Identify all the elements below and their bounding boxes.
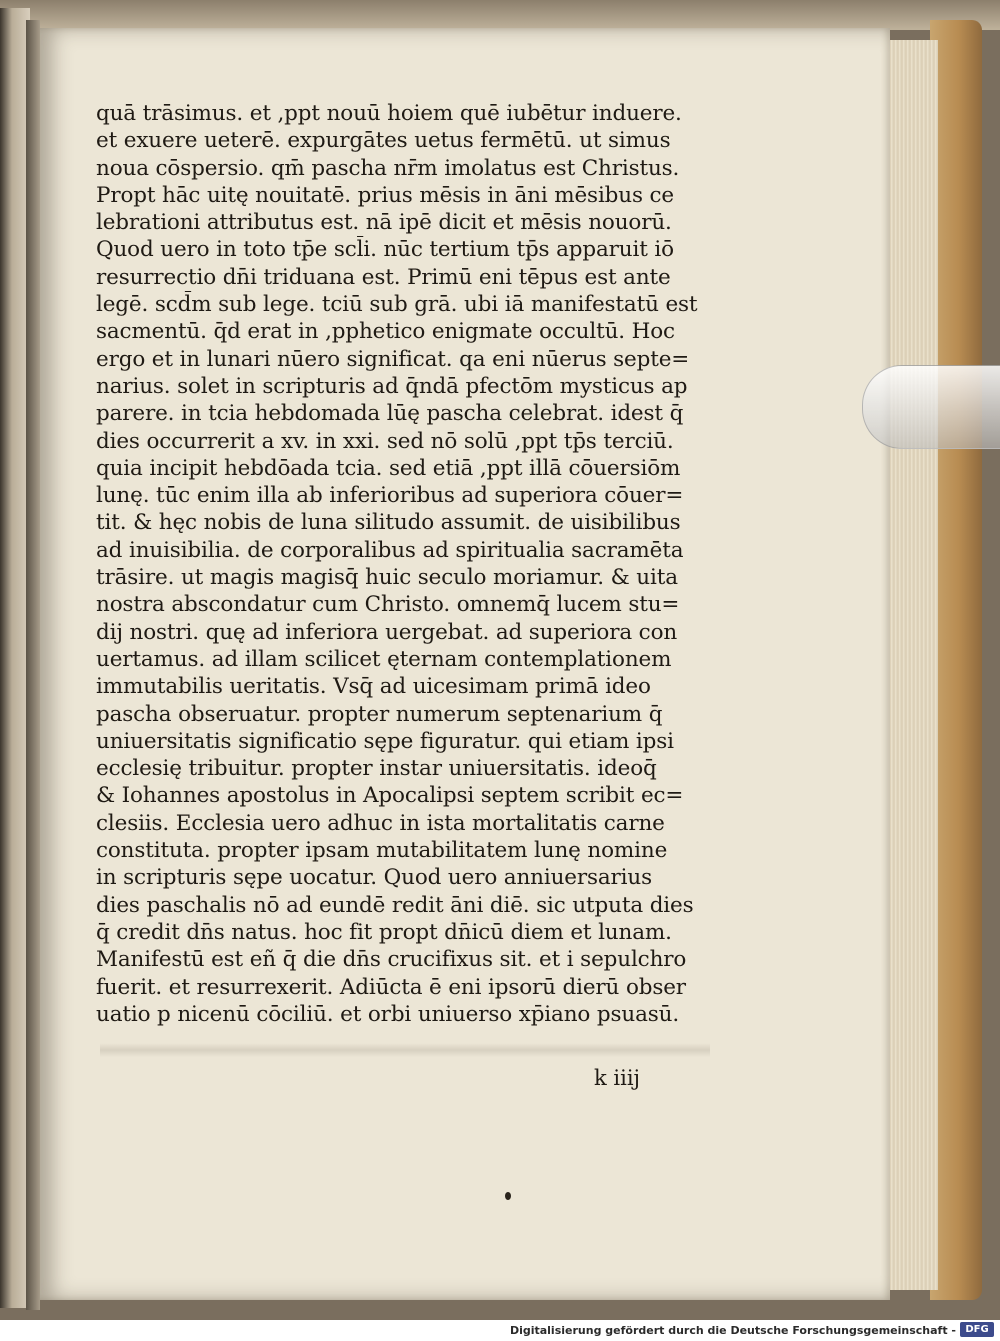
text-line: quā trāsimus. et ,ppt nouū hoiem quē iubētur induere. — [96, 101, 682, 126]
page-block-edge — [884, 40, 938, 1290]
text-line: fuerit. et resurrexerit. Adiūcta ē eni ipsorū dierū obser — [96, 974, 686, 1000]
text-line: in scripturis sępe uocatur. Quod uero anniuersarius — [96, 865, 652, 891]
page-text — [96, 100, 716, 1028]
text-line: narius. solet in scripturis ad q̄ndā pfectōm mysticus ap — [96, 373, 688, 399]
text-line: trāsire. ut magis magisq̄ huic seculo moriamur. & uita — [96, 565, 678, 591]
text-line: ecclesię tribuitur. propter instar uniuersitatis. ideoq̄ — [96, 756, 657, 782]
text-line: dies occurrerit a xv. in xxi. sed nō solū ,ppt tp̄s terciū. — [96, 428, 674, 454]
text-line: Propt hāc uitę nouitatē. prius mēsis in āni mēsibus ce — [96, 182, 675, 208]
text-line: & Iohannes apostolus in Apocalipsi septem scribit ec= — [96, 783, 684, 809]
signature-mark: k iiij — [594, 1066, 641, 1090]
text-line: nostra abscondatur cum Christo. omnemq̄ lucem stu= — [96, 592, 680, 618]
text-line: legē. scd̄m sub lege. tciū sub grā. ubi iā manifestatū est — [96, 292, 698, 318]
text-line: dij nostri. quę ad inferiora uergebat. ad superiora con — [96, 619, 678, 645]
ink-dot — [505, 1192, 511, 1200]
text-line: immutabilis ueritatis. Vsq̄ ad uicesimam primā ideo — [96, 674, 651, 700]
text-line: quia incipit hebdōada tcia. sed etiā ,ppt illā cōuersiōm — [96, 455, 681, 481]
dfg-logo: DFG — [960, 1322, 994, 1337]
text-line: ad inuisibilia. de corporalibus ad spiritualia sacramēta — [96, 537, 684, 563]
text-line: sacmentū. q̄d erat in ,pphetico enigmate occultū. Hoc — [96, 319, 675, 345]
text-line: lebrationi attributus est. nā ipē dicit et mēsis nouorū. — [96, 210, 672, 236]
text-line: clesiis. Ecclesia uero adhuc in ista mortalitatis carne — [96, 810, 665, 836]
text-line: lunę. tūc enim illa ab inferioribus ad superiora cōuer= — [96, 483, 684, 509]
book-gutter — [26, 20, 40, 1310]
text-line: constituta. propter ipsam mutabilitatem lunę nomine — [96, 838, 668, 864]
text-line: uniuersitatis significatio sępe figuratur. qui etiam ipsi — [96, 728, 674, 754]
text-line: ergo et in lunari nūero significat. qa eni nūerus septe= — [96, 346, 690, 372]
text-line: pascha obseruatur. propter numerum septenarium q̄ — [96, 701, 663, 727]
text-line: uertamus. ad illam scilicet ęternam contemplationem — [96, 646, 672, 672]
text-line: noua cōspersio. qm̄ pascha nr̄m imolatus est Christus. — [96, 155, 680, 181]
text-line: et exuere ueterē. expurgātes uetus fermētū. ut simus — [96, 128, 671, 154]
text-line: parere. in tcia hebdomada lūę pascha celebrat. idest q̄ — [96, 401, 684, 427]
text-line: uatio p nicenū cōciliū. et orbi uniuerso xp̄iano psuasū. — [96, 1001, 680, 1027]
text-line: Manifestū est eñ q̄ die dn̄s crucifixus sit. et i sepulchro — [96, 947, 687, 973]
top-edge — [0, 0, 1000, 30]
text-line: dies paschalis nō ad eundē redit āni diē. sic utputa dies — [96, 892, 694, 918]
footer-credit: Digitalisierung gefördert durch die Deutsche Forschungsgemeinschaft - — [509, 1324, 956, 1337]
text-line: Quod uero in toto tp̄e scl̄i. nūc tertium tp̄s apparuit iō — [96, 237, 674, 263]
text-line: tit. & hęc nobis de luna silitudo assumit. de uisibilibus — [96, 510, 681, 536]
text-line: resurrectio dn̄i triduana est. Primū eni tēpus est ante — [96, 264, 671, 290]
page-clip — [862, 365, 1000, 449]
text-line: q̄ credit dn̄s natus. hoc fit propt dn̄icū diem et lunam. — [96, 919, 672, 945]
show-through-text — [100, 1043, 710, 1057]
